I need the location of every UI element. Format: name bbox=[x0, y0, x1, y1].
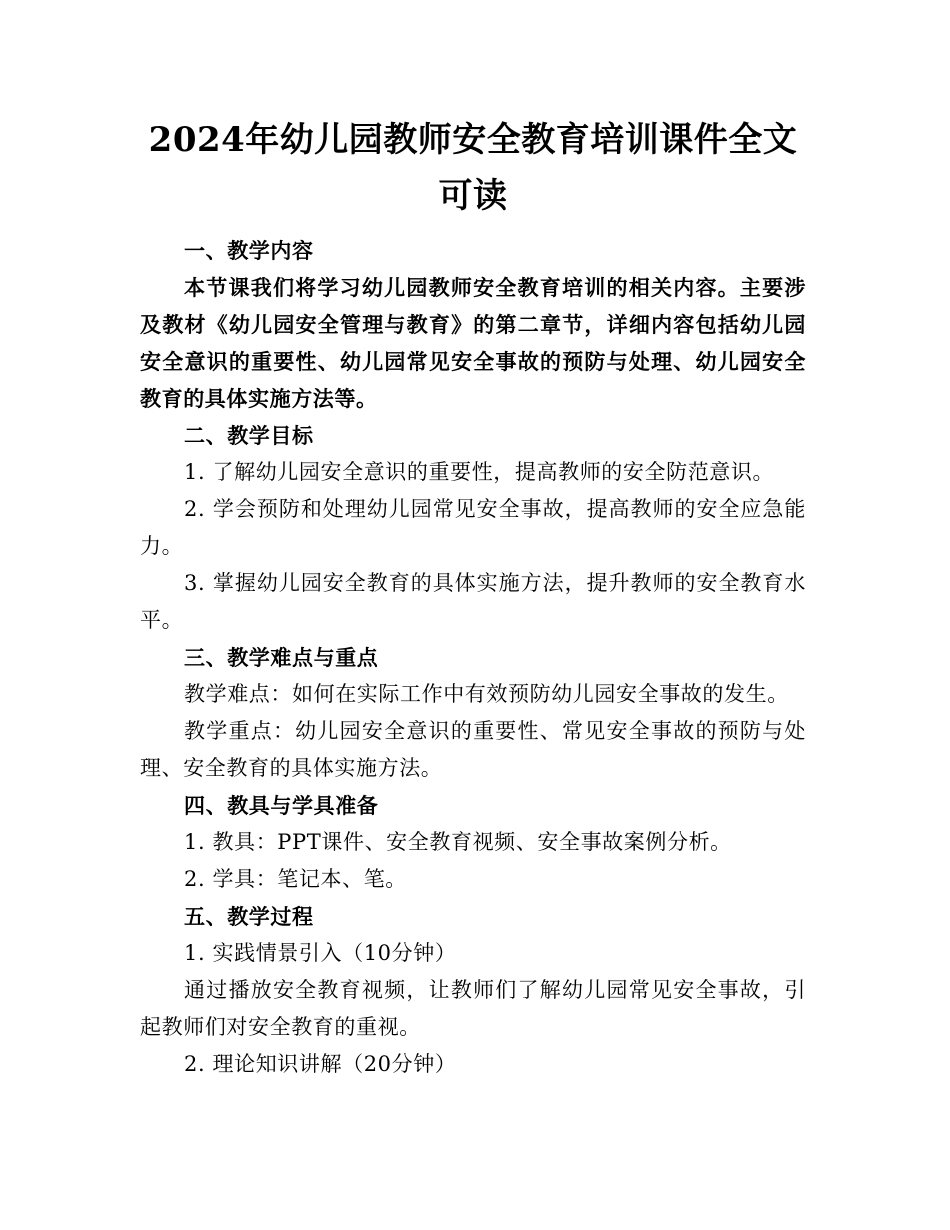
objective-item: 3. 掌握幼儿园安全教育的具体实施方法，提升教师的安全教育水平。 bbox=[140, 571, 806, 632]
materials-item: 2. 学具：笔记本、笔。 bbox=[184, 867, 407, 891]
process-step: 2. 理论知识讲解（20分钟） bbox=[184, 1052, 457, 1076]
document-title: 2024年幼儿园教师安全教育培训课件全文可读 bbox=[148, 120, 798, 216]
section-heading-process: 五、教学过程 bbox=[184, 904, 314, 929]
section-heading-materials: 四、教具与学具准备 bbox=[184, 793, 379, 818]
process-paragraph: 通过播放安全教育视频，让教师们了解幼儿园常见安全事故，引起教师们对安全教育的重视。 bbox=[140, 978, 806, 1039]
process-step: 1. 实践情景引入（10分钟） bbox=[184, 941, 457, 965]
objective-item: 2. 学会预防和处理幼儿园常见安全事故，提高教师的安全应急能力。 bbox=[140, 497, 806, 558]
section-heading-difficulties: 三、教学难点与重点 bbox=[184, 645, 379, 670]
difficulty-paragraph: 教学难点：如何在实际工作中有效预防幼儿园安全事故的发生。 bbox=[184, 682, 789, 706]
key-point-paragraph: 教学重点：幼儿园安全意识的重要性、常见安全事故的预防与处理、安全教育的具体实施方法。 bbox=[140, 719, 806, 780]
section-heading-content: 一、教学内容 bbox=[184, 238, 314, 263]
section-heading-objectives: 二、教学目标 bbox=[184, 423, 314, 448]
objective-item: 1. 了解幼儿园安全意识的重要性，提高教师的安全防范意识。 bbox=[184, 460, 775, 484]
section-paragraph: 本节课我们将学习幼儿园教师安全教育培训的相关内容。主要涉及教材《幼儿园安全管理与教育》的第二章节，详细内容包括幼儿园安全意识的重要性、幼儿园常见安全事故的预防与处理、幼儿园安全教育的具体实施方法等。 bbox=[140, 275, 806, 411]
materials-item: 1. 教具：PPT课件、安全教育视频、安全事故案例分析。 bbox=[184, 830, 732, 854]
document-body bbox=[140, 112, 806, 1083]
